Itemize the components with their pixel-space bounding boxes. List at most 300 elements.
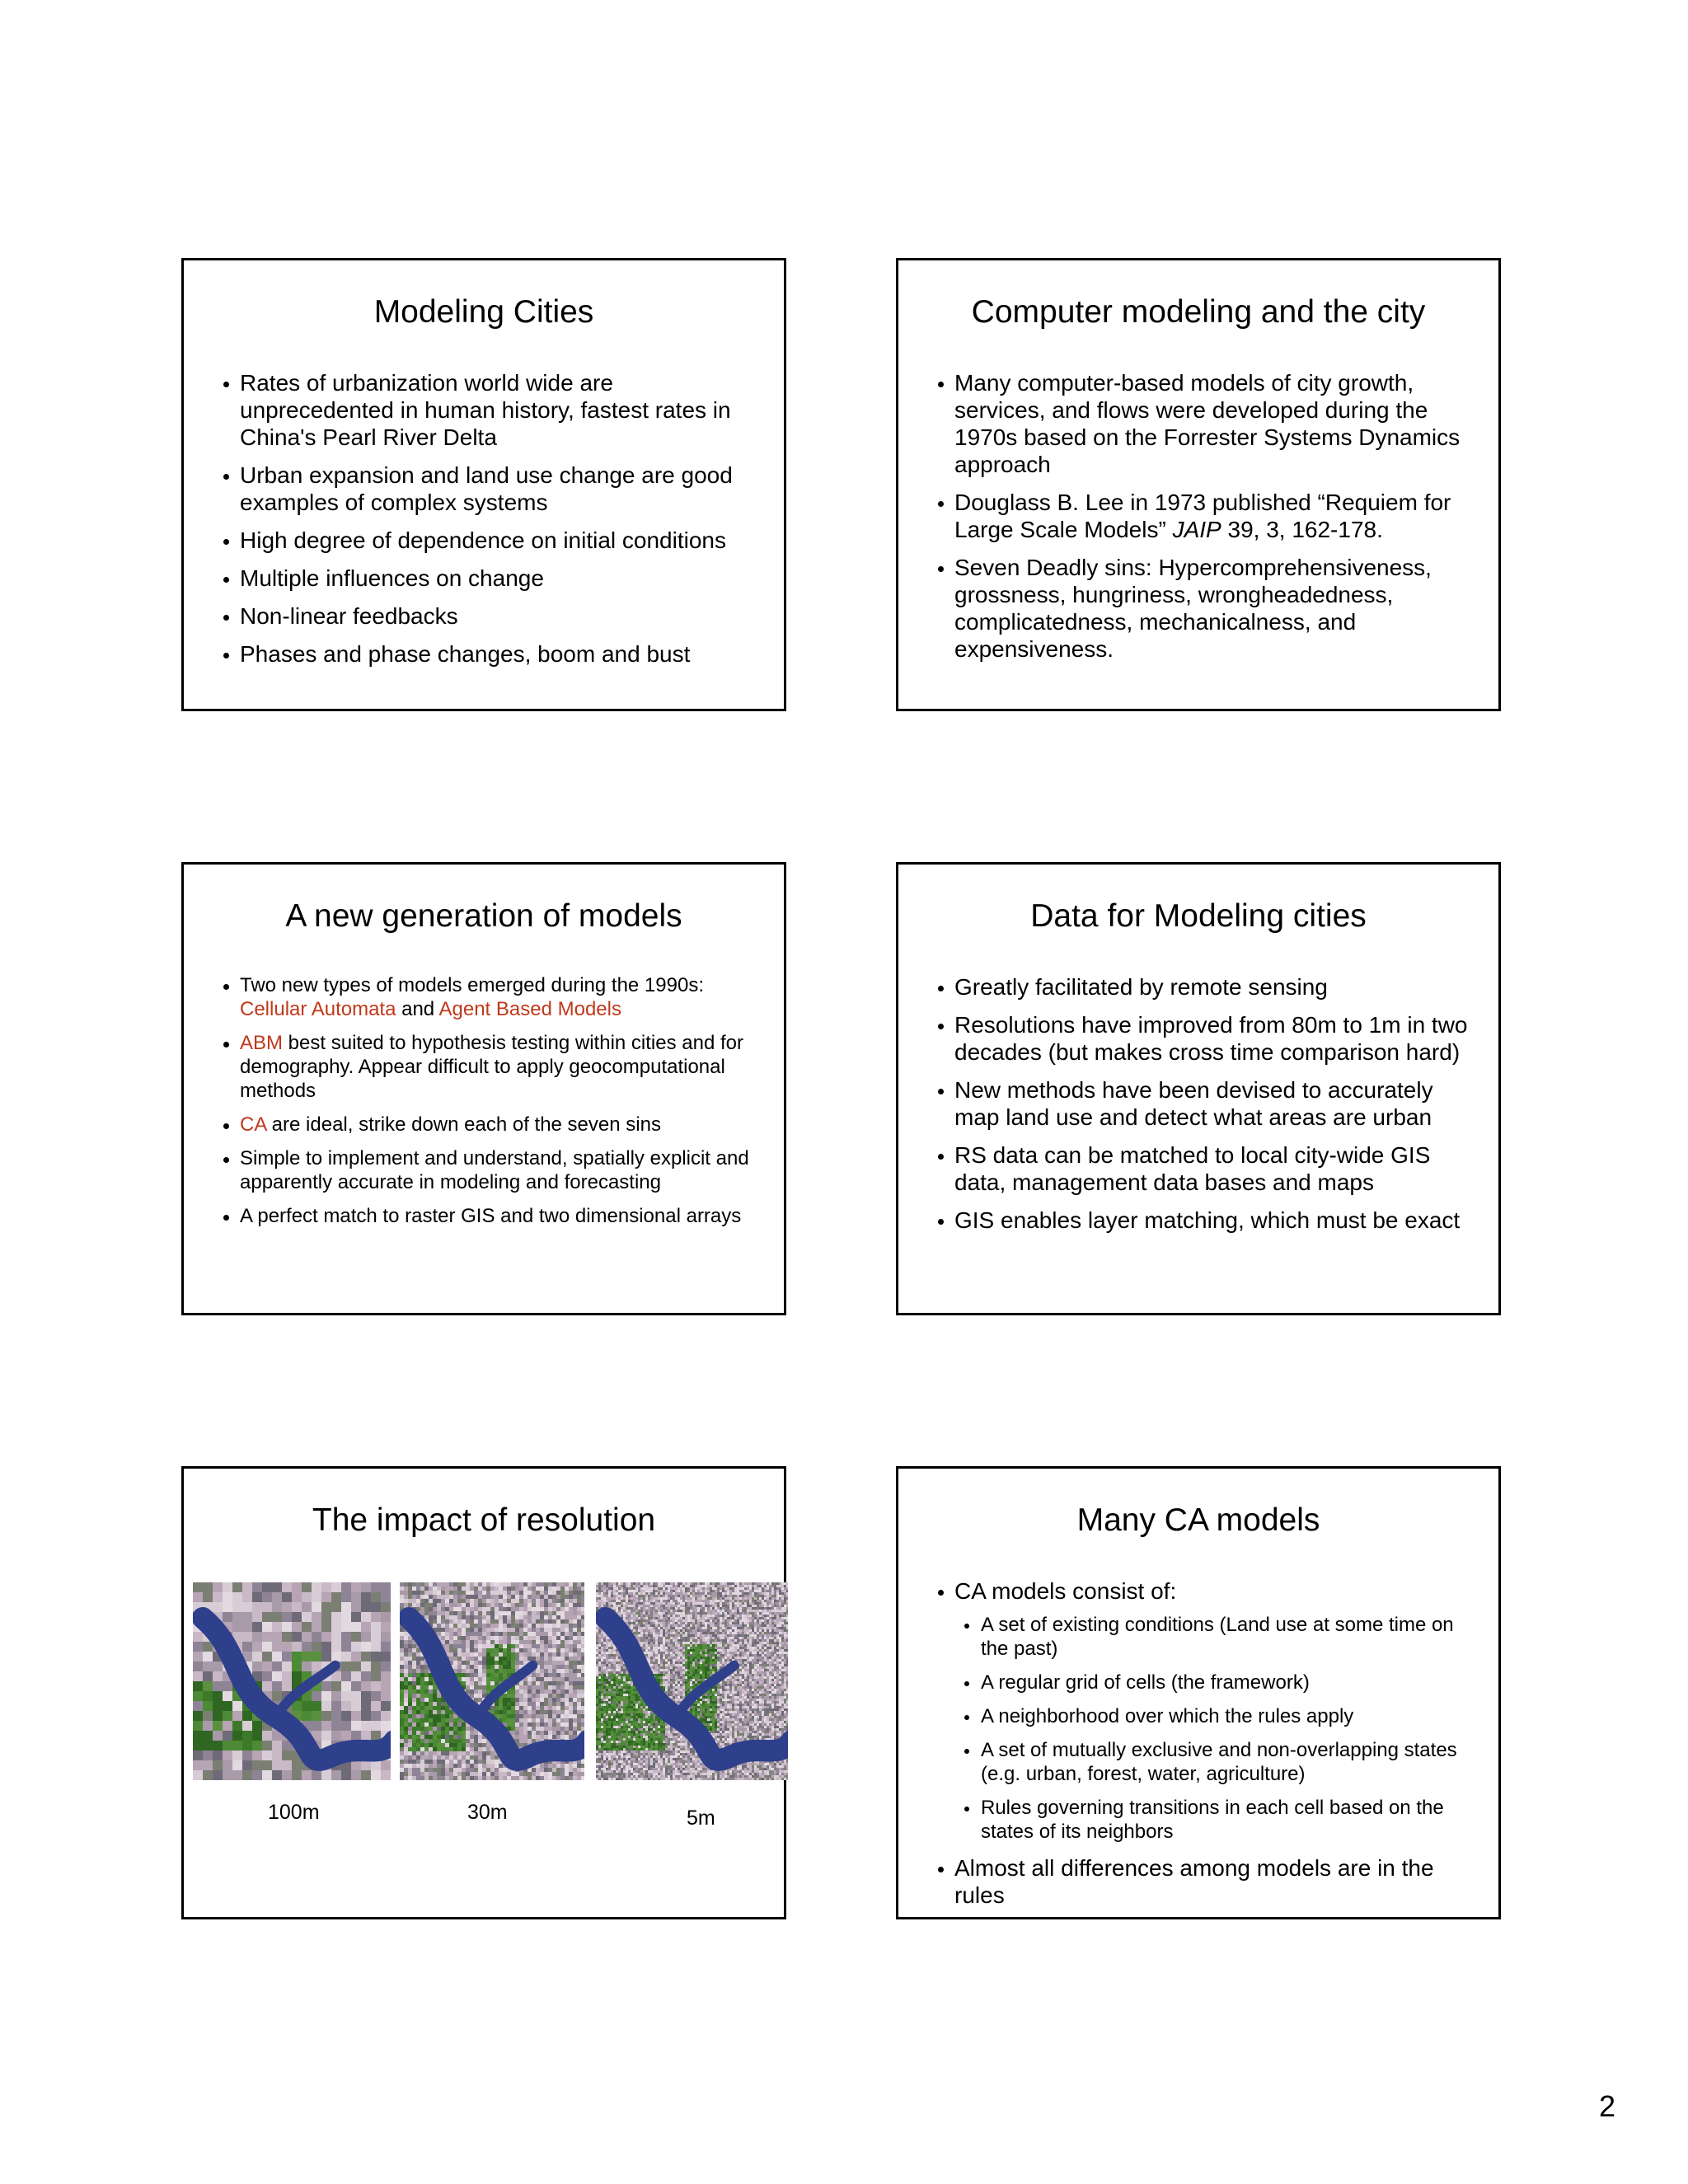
image-pixel — [752, 1582, 755, 1586]
image-pixel — [536, 1615, 541, 1620]
image-pixel — [675, 1657, 678, 1660]
image-pixel — [341, 1592, 352, 1603]
image-pixel — [690, 1615, 693, 1618]
image-pixel — [470, 1619, 475, 1624]
image-pixel — [577, 1636, 582, 1641]
image-pixel — [341, 1701, 352, 1712]
image-pixel — [515, 1657, 520, 1661]
image-pixel — [565, 1772, 570, 1777]
image-pixel — [757, 1582, 760, 1586]
image-pixel — [692, 1654, 696, 1657]
image-pixel — [581, 1772, 584, 1777]
image-pixel — [645, 1629, 649, 1633]
image-pixel — [645, 1592, 649, 1596]
image-pixel — [536, 1710, 541, 1715]
bullet-item — [220, 973, 762, 1021]
image-pixel — [673, 1600, 676, 1603]
image-pixel — [739, 1649, 743, 1652]
image-pixel — [312, 1592, 322, 1603]
image-pixel — [638, 1629, 641, 1633]
image-pixel — [361, 1652, 372, 1662]
image-pixel — [734, 1590, 738, 1593]
image-pixel — [573, 1652, 578, 1657]
image-pixel — [658, 1602, 661, 1605]
image-pixel — [577, 1764, 582, 1769]
image-pixel — [581, 1694, 584, 1699]
image-pixel — [511, 1665, 516, 1670]
image-pixel — [478, 1739, 483, 1744]
image-pixel — [759, 1629, 762, 1633]
image-pixel — [658, 1585, 661, 1588]
image-pixel — [556, 1619, 561, 1624]
image-pixel — [424, 1607, 429, 1612]
image-pixel — [540, 1731, 545, 1736]
image-pixel — [734, 1585, 738, 1588]
image-pixel — [536, 1599, 541, 1604]
image-pixel — [408, 1727, 413, 1732]
image-pixel — [552, 1764, 557, 1769]
image-pixel — [581, 1661, 584, 1666]
image-pixel — [466, 1665, 471, 1670]
image-pixel — [754, 1595, 757, 1598]
image-pixel — [737, 1652, 740, 1655]
image-pixel — [462, 1619, 467, 1624]
image-pixel — [707, 1654, 710, 1657]
image-pixel — [577, 1661, 582, 1666]
image-pixel — [433, 1624, 438, 1629]
image-pixel — [223, 1721, 233, 1732]
image-pixel — [515, 1615, 520, 1620]
image-pixel — [707, 1622, 710, 1625]
image-pixel — [507, 1710, 512, 1715]
image-pixel — [764, 1619, 767, 1623]
image-pixel — [729, 1617, 733, 1620]
image-pixel — [478, 1685, 483, 1690]
image-pixel — [668, 1629, 671, 1633]
image-pixel — [720, 1615, 723, 1618]
image-pixel — [548, 1603, 553, 1608]
image-pixel — [717, 1632, 720, 1635]
image-pixel — [486, 1760, 491, 1765]
image-pixel — [262, 1770, 273, 1780]
image-pixel — [408, 1677, 413, 1682]
image-pixel — [232, 1741, 243, 1751]
image-pixel — [682, 1605, 686, 1608]
image-pixel — [781, 1649, 785, 1652]
image-pixel — [663, 1619, 666, 1623]
image-pixel — [495, 1648, 499, 1653]
image-pixel — [523, 1710, 528, 1715]
image-pixel — [565, 1657, 570, 1661]
image-pixel — [645, 1610, 649, 1613]
image-pixel — [771, 1590, 775, 1593]
image-pixel — [596, 1652, 599, 1655]
image-pixel — [437, 1772, 442, 1777]
image-pixel — [626, 1595, 629, 1598]
image-pixel — [685, 1642, 688, 1645]
image-pixel — [424, 1714, 429, 1719]
image-pixel — [643, 1592, 646, 1596]
image-pixel — [420, 1706, 425, 1711]
image-pixel — [495, 1665, 499, 1670]
image-pixel — [628, 1607, 631, 1610]
image-pixel — [692, 1619, 696, 1623]
image-pixel — [412, 1657, 417, 1661]
image-pixel — [552, 1665, 557, 1670]
image-pixel — [665, 1647, 668, 1650]
image-pixel — [786, 1587, 788, 1591]
image-pixel — [621, 1587, 624, 1591]
image-pixel — [616, 1585, 619, 1588]
image-pixel — [729, 1587, 733, 1591]
image-pixel — [573, 1595, 578, 1600]
image-pixel — [724, 1639, 728, 1643]
image-pixel — [660, 1615, 663, 1618]
image-pixel — [650, 1624, 654, 1628]
image-pixel — [462, 1677, 467, 1682]
image-pixel — [707, 1590, 710, 1593]
image-pixel — [433, 1731, 438, 1736]
image-pixel — [638, 1595, 641, 1598]
image-pixel — [499, 1661, 504, 1666]
image-pixel — [272, 1612, 283, 1623]
image-pixel — [523, 1586, 528, 1591]
image-pixel — [371, 1602, 382, 1613]
image-pixel — [643, 1602, 646, 1605]
image-pixel — [784, 1617, 787, 1620]
image-pixel — [749, 1602, 753, 1605]
image-pixel — [453, 1611, 458, 1616]
image-pixel — [774, 1587, 777, 1591]
image-pixel — [536, 1648, 541, 1653]
image-pixel — [744, 1582, 748, 1586]
image-pixel — [762, 1605, 765, 1608]
image-pixel — [732, 1637, 735, 1640]
image-pixel — [544, 1644, 549, 1649]
bullet-item — [935, 489, 1477, 543]
image-pixel — [371, 1582, 382, 1593]
image-pixel — [601, 1587, 604, 1591]
image-pixel — [722, 1652, 725, 1655]
image-pixel — [769, 1624, 772, 1628]
image-pixel — [282, 1612, 293, 1623]
image-pixel — [764, 1607, 767, 1610]
image-pixel — [611, 1595, 614, 1598]
image-pixel — [486, 1665, 491, 1670]
image-pixel — [482, 1751, 487, 1756]
image-pixel — [569, 1677, 574, 1682]
image-pixel — [685, 1652, 688, 1655]
image-pixel — [621, 1615, 624, 1618]
image-pixel — [631, 1597, 634, 1601]
image-pixel — [412, 1751, 417, 1756]
image-pixel — [771, 1627, 775, 1630]
image-pixel — [729, 1602, 733, 1605]
image-pixel — [729, 1629, 733, 1633]
image-pixel — [507, 1657, 512, 1661]
image-pixel — [495, 1619, 499, 1624]
image-pixel — [412, 1690, 417, 1694]
image-pixel — [650, 1592, 654, 1596]
image-pixel — [784, 1597, 787, 1601]
image-pixel — [424, 1751, 429, 1756]
image-pixel — [697, 1615, 701, 1618]
image-pixel — [655, 1610, 659, 1613]
image-pixel — [687, 1657, 691, 1660]
image-pixel — [532, 1690, 537, 1694]
bullet-item: New methods have been devised to accurately map land use and detect what areas are urban — [935, 1076, 1477, 1131]
image-pixel — [412, 1582, 417, 1587]
image-pixel — [613, 1649, 617, 1652]
image-pixel — [754, 1624, 757, 1628]
image-pixel — [767, 1634, 770, 1638]
image-pixel — [381, 1592, 391, 1603]
image-pixel — [478, 1586, 483, 1591]
image-pixel — [732, 1595, 735, 1598]
image-pixel — [552, 1673, 557, 1678]
image-pixel — [690, 1612, 693, 1615]
image-pixel — [724, 1590, 728, 1593]
image-pixel — [739, 1612, 743, 1615]
image-pixel — [665, 1627, 668, 1630]
image-pixel — [552, 1619, 557, 1624]
image-pixel — [715, 1629, 718, 1633]
image-pixel — [556, 1603, 561, 1608]
image-pixel — [532, 1648, 537, 1653]
image-pixel — [720, 1587, 723, 1591]
image-pixel — [668, 1612, 671, 1615]
image-pixel — [762, 1595, 765, 1598]
image-pixel — [742, 1654, 745, 1657]
image-pixel — [519, 1776, 524, 1780]
image-pixel — [635, 1629, 639, 1633]
image-pixel — [737, 1602, 740, 1605]
image-pixel — [569, 1582, 574, 1587]
image-pixel — [420, 1586, 425, 1591]
image-pixel — [628, 1617, 631, 1620]
image-pixel — [565, 1648, 570, 1653]
image-pixel — [548, 1731, 553, 1736]
image-pixel — [621, 1602, 624, 1605]
image-pixel — [774, 1590, 777, 1593]
image-pixel — [470, 1603, 475, 1608]
image-pixel — [623, 1602, 626, 1605]
image-pixel — [626, 1582, 629, 1586]
image-pixel — [302, 1701, 312, 1712]
image-pixel — [548, 1681, 553, 1686]
image-pixel — [739, 1644, 743, 1647]
image-pixel — [658, 1597, 661, 1601]
image-pixel — [633, 1595, 636, 1598]
image-pixel — [700, 1647, 703, 1650]
image-pixel — [490, 1751, 495, 1756]
image-pixel — [371, 1632, 382, 1643]
image-pixel — [720, 1629, 723, 1633]
image-pixel — [490, 1624, 495, 1629]
image-pixel — [400, 1760, 405, 1765]
image-pixel — [381, 1760, 391, 1771]
image-pixel — [560, 1603, 565, 1608]
image-pixel — [577, 1595, 582, 1600]
image-pixel — [685, 1619, 688, 1623]
image-pixel — [532, 1652, 537, 1657]
image-pixel — [416, 1669, 421, 1674]
image-pixel — [569, 1595, 574, 1600]
image-pixel — [665, 1622, 668, 1625]
image-pixel — [742, 1615, 745, 1618]
image-pixel — [712, 1595, 715, 1598]
image-pixel — [400, 1772, 405, 1777]
image-pixel — [511, 1648, 516, 1653]
image-pixel — [511, 1698, 516, 1703]
image-pixel — [371, 1661, 382, 1672]
image-pixel — [648, 1619, 651, 1623]
image-pixel — [695, 1634, 698, 1638]
image-pixel — [697, 1595, 701, 1598]
image-pixel — [678, 1602, 681, 1605]
image-pixel — [633, 1582, 636, 1586]
image-pixel — [685, 1605, 688, 1608]
image-pixel — [548, 1615, 553, 1620]
image-pixel — [341, 1622, 352, 1633]
image-pixel — [424, 1768, 429, 1773]
image-pixel — [705, 1652, 708, 1655]
image-pixel — [478, 1615, 483, 1620]
image-pixel — [544, 1731, 549, 1736]
image-pixel — [490, 1615, 495, 1620]
image-pixel — [771, 1597, 775, 1601]
image-pixel — [700, 1634, 703, 1638]
image-pixel — [643, 1644, 646, 1647]
image-pixel — [474, 1582, 479, 1587]
image-pixel — [603, 1647, 607, 1650]
image-pixel — [569, 1685, 574, 1690]
image-pixel — [700, 1657, 703, 1660]
image-pixel — [482, 1648, 487, 1653]
image-pixel — [193, 1701, 204, 1712]
image-pixel — [486, 1611, 491, 1616]
image-pixel — [404, 1652, 409, 1657]
image-pixel — [613, 1582, 617, 1586]
image-pixel — [648, 1624, 651, 1628]
image-pixel — [702, 1605, 706, 1608]
image-pixel — [739, 1617, 743, 1620]
image-pixel — [663, 1627, 666, 1630]
image-pixel — [441, 1776, 446, 1780]
image-pixel — [687, 1639, 691, 1643]
image-pixel — [596, 1642, 599, 1645]
image-pixel — [767, 1624, 770, 1628]
image-pixel — [404, 1768, 409, 1773]
image-pixel — [548, 1673, 553, 1678]
image-pixel — [678, 1607, 681, 1610]
image-pixel — [404, 1710, 409, 1715]
image-pixel — [462, 1722, 467, 1727]
image-pixel — [581, 1624, 584, 1629]
image-pixel — [697, 1632, 701, 1635]
image-pixel — [732, 1585, 735, 1588]
image-pixel — [445, 1739, 450, 1744]
image-pixel — [560, 1586, 565, 1591]
image-pixel — [737, 1637, 740, 1640]
image-pixel — [540, 1652, 545, 1657]
image-pixel — [544, 1702, 549, 1707]
image-pixel — [400, 1677, 405, 1682]
image-pixel — [645, 1637, 649, 1640]
image-pixel — [658, 1642, 661, 1645]
image-pixel — [660, 1607, 663, 1610]
image-pixel — [722, 1622, 725, 1625]
image-pixel — [687, 1597, 691, 1601]
image-pixel — [722, 1602, 725, 1605]
image-pixel — [645, 1619, 649, 1623]
image-pixel — [695, 1657, 698, 1660]
image-pixel — [556, 1677, 561, 1682]
image-pixel — [400, 1751, 405, 1756]
image-pixel — [764, 1642, 767, 1645]
image-pixel — [784, 1610, 787, 1613]
image-pixel — [638, 1634, 641, 1638]
image-pixel — [193, 1582, 204, 1593]
image-pixel — [577, 1652, 582, 1657]
image-pixel — [747, 1600, 750, 1603]
image-pixel — [621, 1597, 624, 1601]
image-pixel — [577, 1690, 582, 1694]
image-pixel — [540, 1628, 545, 1633]
image-pixel — [540, 1690, 545, 1694]
image-pixel — [687, 1624, 691, 1628]
image-pixel — [776, 1622, 780, 1625]
image-pixel — [781, 1627, 785, 1630]
image-pixel — [548, 1640, 553, 1645]
image-pixel — [449, 1747, 454, 1752]
image-pixel — [767, 1619, 770, 1623]
image-pixel — [749, 1629, 753, 1633]
image-pixel — [490, 1768, 495, 1773]
image-pixel — [626, 1610, 629, 1613]
image-pixel — [519, 1648, 524, 1653]
image-pixel — [503, 1768, 508, 1773]
image-pixel — [776, 1624, 780, 1628]
image-pixel — [404, 1760, 409, 1765]
image-pixel — [690, 1644, 693, 1647]
image-pixel — [705, 1602, 708, 1605]
image-pixel — [470, 1586, 475, 1591]
image-pixel — [282, 1622, 293, 1633]
image-pixel — [752, 1617, 755, 1620]
image-pixel — [774, 1612, 777, 1615]
image-pixel — [462, 1586, 467, 1591]
image-pixel — [749, 1617, 753, 1620]
image-pixel — [784, 1637, 787, 1640]
image-pixel — [331, 1770, 342, 1780]
image-pixel — [710, 1615, 713, 1618]
image-pixel — [744, 1639, 748, 1643]
image-pixel — [623, 1590, 626, 1593]
image-pixel — [429, 1690, 434, 1694]
image-pixel — [729, 1597, 733, 1601]
image-pixel — [722, 1644, 725, 1647]
image-pixel — [507, 1706, 512, 1711]
image-pixel — [507, 1591, 512, 1596]
image-pixel — [507, 1661, 512, 1666]
image-pixel — [523, 1718, 528, 1723]
image-pixel — [717, 1647, 720, 1650]
image-pixel — [540, 1694, 545, 1699]
image-pixel — [675, 1590, 678, 1593]
image-pixel — [715, 1624, 718, 1628]
image-pixel — [292, 1652, 302, 1662]
